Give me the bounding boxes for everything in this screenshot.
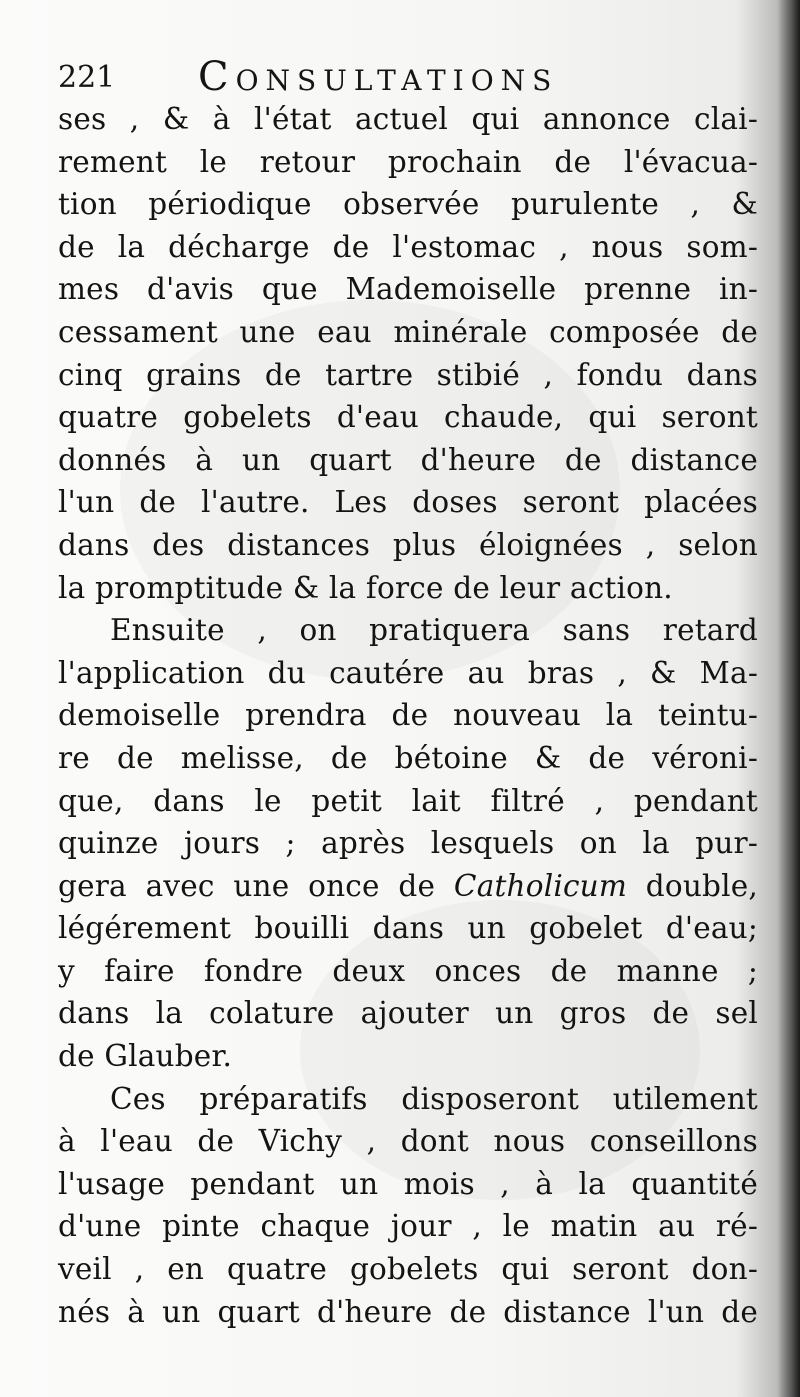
text-line: veil , en quatre gobelets qui seront don-	[58, 1252, 758, 1287]
text-line: que, dans le petit lait filtré , pendant	[58, 783, 758, 818]
text-line: tion périodique observée purulente , &	[58, 187, 758, 222]
text-line: dans la colature ajouter un gros de sel	[58, 996, 758, 1031]
page-header	[58, 50, 758, 102]
text-line: mes d'avis que Mademoiselle prenne in-	[58, 272, 758, 307]
text-line: l'un de l'autre. Les doses seront placées	[58, 485, 758, 520]
text-line: quinze jours ; après lesquels on la pur-	[58, 826, 758, 861]
text-line: quatre gobelets d'eau chaude, qui seront	[58, 400, 758, 435]
text-line: la promptitude & la force de leur action.	[58, 570, 673, 605]
page-gutter-shadow	[778, 0, 800, 1397]
text-line: re de melisse, de bétoine & de véroni-	[58, 740, 758, 775]
text-line: de Glauber.	[58, 1039, 233, 1074]
text-line: Ces préparatifs disposeront utilement	[110, 1081, 758, 1116]
text-line: l'usage pendant un mois , à la quantité	[58, 1166, 758, 1201]
text-line: de la décharge de l'estomac , nous som-	[58, 229, 758, 264]
text-line: gera avec une once de Catholicum double,	[58, 868, 759, 903]
text-line: l'application du cautére au bras , & Ma-	[58, 655, 758, 690]
running-head: Consultations	[198, 54, 559, 100]
text-line: Ensuite , on pratiquera sans retard	[110, 613, 758, 648]
text-line: cinq grains de tartre stibié , fondu dans	[58, 357, 758, 392]
body-text	[58, 98, 758, 1333]
page-number: 221	[58, 60, 116, 95]
text-line: donnés à un quart d'heure de distance	[58, 442, 758, 477]
text-line: cessament une eau minérale composée de	[58, 314, 758, 349]
italic-term: Catholicum	[453, 868, 628, 903]
text-line: à l'eau de Vichy , dont nous conseillons	[58, 1124, 758, 1159]
text-line: nés à un quart d'heure de distance l'un de	[58, 1294, 758, 1329]
text-line: rement le retour prochain de l'évacua-	[58, 144, 758, 179]
text-line: d'une pinte chaque jour , le matin au ré-	[58, 1209, 758, 1244]
text-line: y faire fondre deux onces de manne ;	[58, 953, 758, 988]
text-line: ses , & à l'état actuel qui annonce clai-	[58, 102, 758, 136]
text-line: dans des distances plus éloignées , selon	[58, 527, 758, 562]
text-line: demoiselle prendra de nouveau la teintu-	[58, 698, 758, 733]
text-line: légérement bouilli dans un gobelet d'eau;	[58, 911, 758, 946]
